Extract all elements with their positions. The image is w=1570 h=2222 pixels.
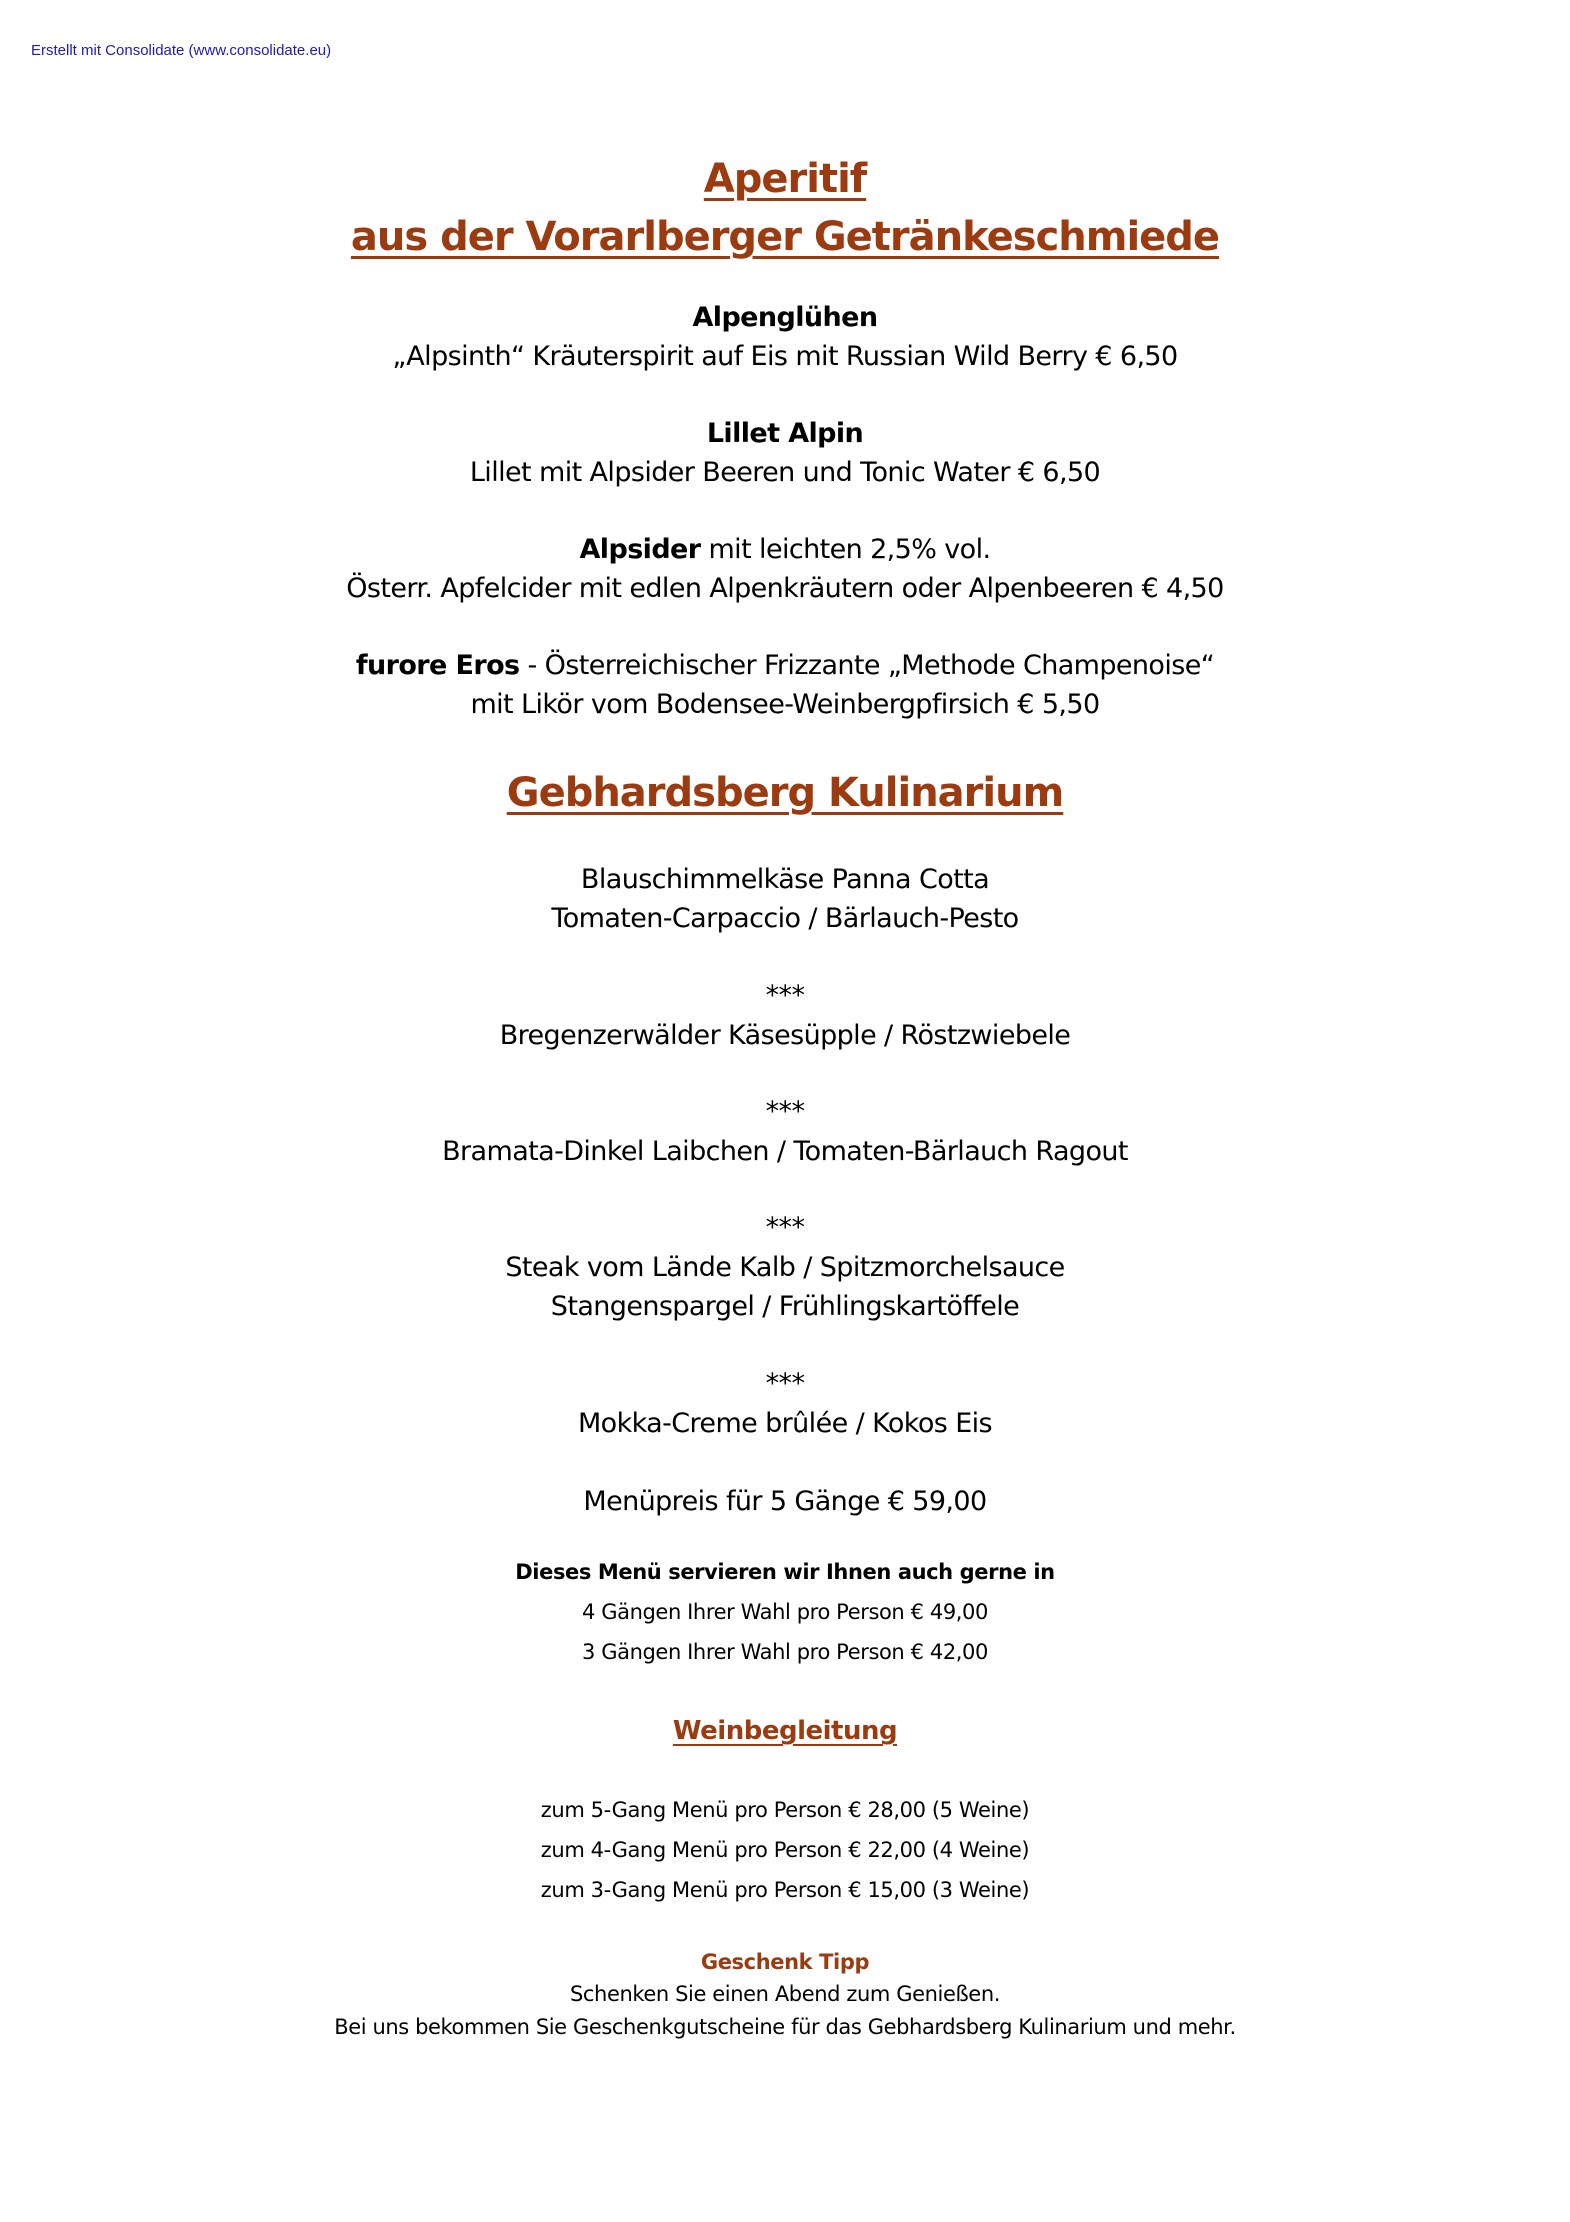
aperitif-item-name-suffix: mit leichten 2,5% vol. bbox=[700, 534, 991, 565]
gift-line: Schenken Sie einen Abend zum Genießen. bbox=[569, 1982, 1001, 2006]
course-line: Stangenspargel / Frühlingskartöffele bbox=[550, 1291, 1020, 1322]
menu-course bbox=[0, 860, 1570, 938]
aperitif-item-description: „Alpsinth“ Kräuterspirit auf Eis mit Russian Wild Berry € 6,50 bbox=[392, 341, 1178, 372]
gift-line: Bei uns bekommen Sie Geschenkgutscheine für das Gebhardsberg Kulinarium und mehr. bbox=[334, 2015, 1236, 2039]
watermark-link[interactable]: Erstellt mit Consolidate (www.consolidate.eu) bbox=[31, 42, 332, 59]
gift-title: Geschenk Tipp bbox=[700, 1950, 870, 1974]
menu-course bbox=[0, 1016, 1570, 1055]
alternatives-heading: Dieses Menü servieren wir Ihnen auch gerne in bbox=[515, 1560, 1055, 1584]
menu-price: Menüpreis für 5 Gänge € 59,00 bbox=[583, 1486, 987, 1517]
wine-option: zum 5-Gang Menü pro Person € 28,00 (5 Weine) bbox=[540, 1798, 1030, 1822]
aperitif-item-name: Alpenglühen bbox=[692, 302, 878, 333]
menu-course bbox=[0, 1404, 1570, 1443]
aperitif-item-description: Lillet mit Alpsider Beeren und Tonic Water € 6,50 bbox=[469, 457, 1101, 488]
course-line: Tomaten-Carpaccio / Bärlauch-Pesto bbox=[551, 903, 1019, 934]
wine-option: zum 3-Gang Menü pro Person € 15,00 (3 Weine) bbox=[540, 1878, 1030, 1902]
aperitif-item-name-suffix: - Österreichischer Frizzante „Methode Champenoise“ bbox=[519, 650, 1215, 681]
aperitif-item-name: Alpsider bbox=[579, 534, 701, 565]
alternative-option: 3 Gängen Ihrer Wahl pro Person € 42,00 bbox=[582, 1640, 988, 1664]
wine-heading bbox=[0, 1716, 1570, 1746]
aperitif-item bbox=[0, 298, 1570, 376]
menu-course bbox=[0, 1132, 1570, 1171]
aperitif-title: Aperitif bbox=[703, 156, 867, 202]
course-line: Bramata-Dinkel Laibchen / Tomaten-Bärlauch Ragout bbox=[442, 1136, 1128, 1167]
aperitif-heading bbox=[0, 150, 1570, 266]
wine-option: zum 4-Gang Menü pro Person € 22,00 (4 Weine) bbox=[540, 1838, 1030, 1862]
aperitif-item-name: Lillet Alpin bbox=[706, 418, 864, 449]
course-separator: *** bbox=[765, 1096, 805, 1127]
aperitif-item bbox=[0, 646, 1570, 724]
alternative-option: 4 Gängen Ihrer Wahl pro Person € 49,00 bbox=[582, 1600, 988, 1624]
course-line: Mokka-Creme brûlée / Kokos Eis bbox=[577, 1408, 993, 1439]
aperitif-item bbox=[0, 414, 1570, 492]
aperitif-item-description: mit Likör vom Bodensee-Weinbergpfirsich € 5,50 bbox=[470, 689, 1100, 720]
aperitif-item bbox=[0, 530, 1570, 608]
aperitif-item-name: furore Eros bbox=[355, 650, 520, 681]
menu-alternatives bbox=[0, 1552, 1570, 1672]
course-separator: *** bbox=[765, 1212, 805, 1243]
menu-course bbox=[0, 1248, 1570, 1326]
menu-title: Gebhardsberg Kulinarium bbox=[506, 770, 1064, 816]
gift-tip bbox=[0, 1946, 1570, 2044]
menu-heading bbox=[0, 764, 1570, 822]
wine-options bbox=[0, 1790, 1570, 1910]
wine-title: Weinbegleitung bbox=[672, 1716, 898, 1746]
aperitif-subtitle: aus der Vorarlberger Getränkeschmiede bbox=[350, 214, 1220, 260]
course-separator: *** bbox=[765, 1368, 805, 1399]
aperitif-item-description: Österr. Apfelcider mit edlen Alpenkräutern oder Alpenbeeren € 4,50 bbox=[346, 573, 1224, 604]
course-line: Bregenzerwälder Käsesüpple / Röstzwiebele bbox=[499, 1020, 1071, 1051]
course-line: Blauschimmelkäse Panna Cotta bbox=[580, 864, 990, 895]
course-separator: *** bbox=[765, 980, 805, 1011]
course-line: Steak vom Lände Kalb / Spitzmorchelsauce bbox=[505, 1252, 1065, 1283]
